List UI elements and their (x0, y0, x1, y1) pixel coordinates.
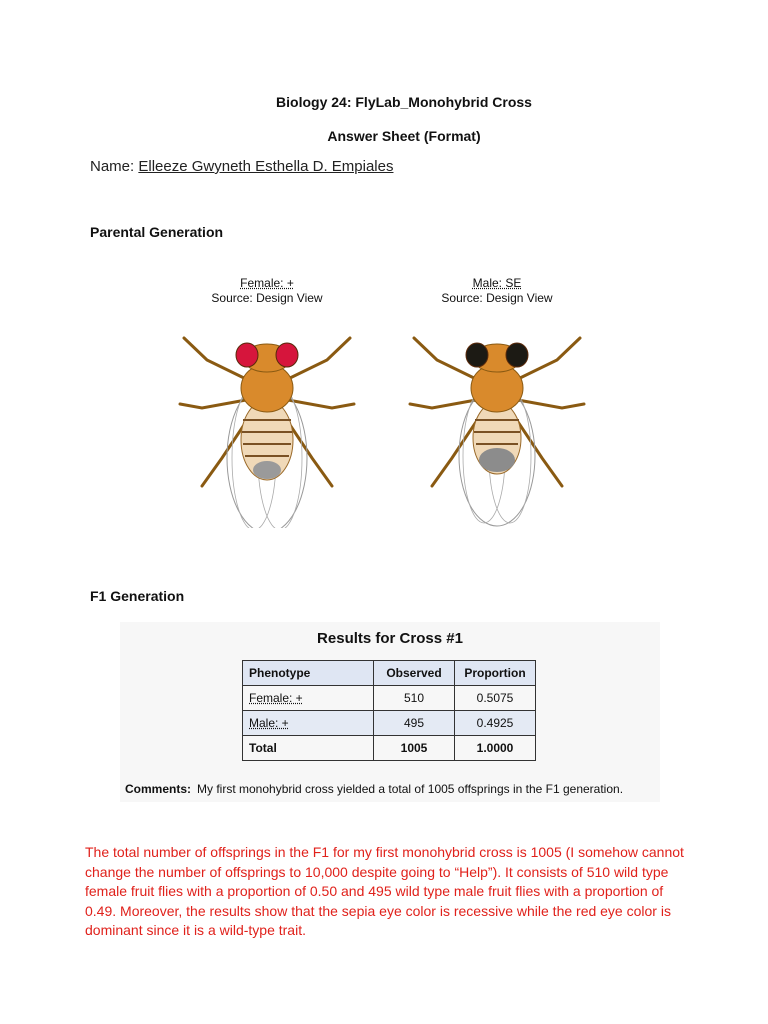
phenotype-cell: Female: + (249, 691, 303, 705)
name-line (90, 158, 393, 175)
phenotype-cell: Male: + (249, 716, 289, 730)
female-eye-right (276, 343, 298, 367)
proportion-cell: 0.5075 (455, 686, 536, 711)
results-panel (120, 622, 660, 802)
male-caption (392, 276, 602, 306)
name-value: Elleeze Gwyneth Esthella D. Empiales (138, 158, 394, 175)
name-label: Name: (90, 158, 135, 175)
comments-label: Comments: (125, 782, 192, 796)
male-eye-left (466, 343, 488, 367)
female-label: Female: + (240, 276, 294, 290)
total-proportion: 1.0000 (455, 736, 536, 761)
document-subtitle: Answer Sheet (Format) (327, 128, 481, 144)
total-label: Total (243, 736, 374, 761)
column-header: Proportion (455, 661, 536, 686)
discussion-paragraph: The total number of offsprings in the F1 for my first monohybrid cross is 1005 (I somehow cannot change the number of offsprings to 10,000 despite going to “Help”). It consists of 510 wild type female fruit flies with a proportion of 0.50 and 495 wild type male fruit flies with a proportion of 0.49. Moreover, the results show that the sepia eye color is recessive while the red eye color is dominant since it is a wild-type trait. (85, 844, 684, 938)
female-fly-figure (162, 268, 372, 528)
female-eye-left (236, 343, 258, 367)
table-row (243, 711, 536, 736)
male-fly-figure (392, 268, 602, 528)
total-observed: 1005 (374, 736, 455, 761)
female-fly-illustration (162, 308, 372, 528)
column-header: Observed (374, 661, 455, 686)
male-eye-right (506, 343, 528, 367)
table-total-row (243, 736, 536, 761)
document-title: Biology 24: FlyLab_Monohybrid Cross (276, 94, 532, 110)
male-fly-illustration (392, 308, 602, 528)
female-caption (162, 276, 372, 306)
female-source: Source: Design View (211, 291, 323, 305)
results-table (242, 660, 536, 761)
male-source: Source: Design View (441, 291, 553, 305)
comments (125, 782, 623, 796)
proportion-cell: 0.4925 (455, 711, 536, 736)
observed-cell: 495 (374, 711, 455, 736)
column-header: Phenotype (243, 661, 374, 686)
f1-generation-heading: F1 Generation (90, 588, 185, 604)
comments-text: My first monohybrid cross yielded a total of 1005 offsprings in the F1 generation. (197, 782, 624, 796)
parental-generation-heading: Parental Generation (90, 224, 224, 240)
male-label: Male: SE (472, 276, 522, 290)
table-header-row (243, 661, 536, 686)
observed-cell: 510 (374, 686, 455, 711)
results-title: Results for Cross #1 (317, 630, 463, 647)
table-row (243, 686, 536, 711)
